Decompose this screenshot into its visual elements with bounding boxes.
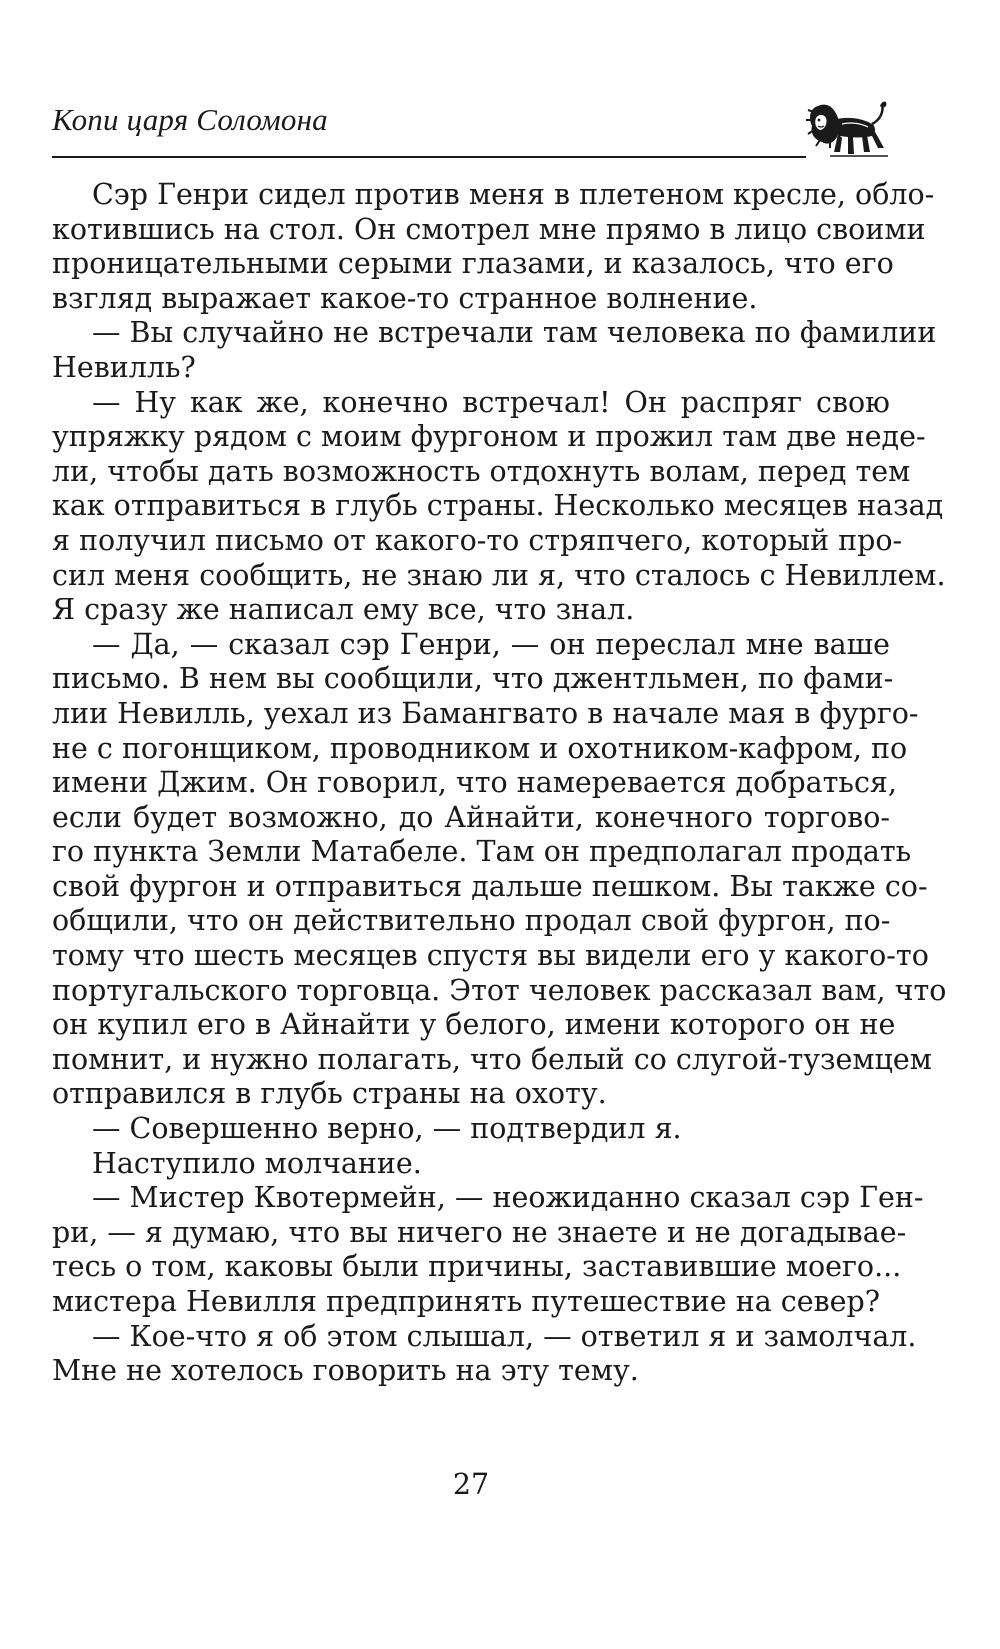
lion-icon	[804, 96, 890, 162]
text-line: если будет возможно, до Айнайти, конечного торгово-	[52, 800, 890, 834]
page-number: 27	[452, 1468, 490, 1501]
text-line: ли, чтобы дать возможность отдохнуть волам, перед тем	[52, 454, 911, 488]
text-line: помнит, и нужно полагать, что белый со слугой-туземцем	[52, 1042, 932, 1076]
text-line: тому что шесть месяцев спустя вы видели его у какого-то	[52, 939, 929, 973]
text-line: тесь о том, каковы были причины, заставившие моего...	[52, 1250, 902, 1284]
text-line: Мне не хотелось говорить на эту тему.	[52, 1354, 639, 1388]
text-line: котившись на стол. Он смотрел мне прямо в лицо своими	[52, 212, 926, 246]
header-rule	[52, 156, 806, 158]
text-line: — Кое-что я об этом слышал, — ответил я и замолчал.	[92, 1319, 917, 1353]
text-line: имени Джим. Он говорил, что намеревается добраться,	[52, 766, 897, 800]
book-title: Копи царя Соломона	[52, 102, 328, 137]
text-line: сил меня сообщить, не знаю ли я, что сталось с Невиллем.	[52, 558, 946, 592]
text-line: проницательными серыми глазами, и казалось, что его	[52, 247, 894, 281]
text-line: мистера Невилля предпринять путешествие на север?	[52, 1285, 881, 1318]
text-line: — Да, — сказал сэр Генри, — он переслал мне ваше	[92, 627, 890, 661]
text-line: взгляд выражает какое-то странное волнение.	[52, 281, 758, 315]
text-line: — Мистер Квотермейн, — неожиданно сказал сэр Ген-	[92, 1181, 924, 1215]
text-line: лии Невилль, уехал из Бамангвато в начале мая в фурго-	[52, 696, 919, 730]
text-line: Невилль?	[52, 350, 196, 384]
page-body	[52, 178, 947, 1389]
text-line: общили, что он действительно продал свой фургон, по-	[52, 904, 891, 938]
text-line: не с погонщиком, проводником и охотником-кафром, по	[52, 731, 908, 765]
text-line: го пункта Земли Матабеле. Там он предполагал продать	[52, 835, 912, 869]
text-line: упряжку рядом с моим фургоном и прожил там две неде-	[52, 420, 926, 454]
text-line: — Ну как же, конечно встречал! Он распряг свою	[92, 385, 890, 419]
text-line: — Вы случайно не встречали там человека по фамилии	[92, 316, 937, 350]
text-line: — Совершенно верно, — подтвердил я.	[92, 1112, 682, 1146]
text-line: я получил письмо от какого-то стряпчего, который про-	[52, 523, 903, 557]
text-line: ри, — я думаю, что вы ничего не знаете и не догадывае-	[52, 1215, 907, 1249]
text-line: Наступило молчание.	[92, 1146, 422, 1180]
text-line: он купил его в Айнайти у белого, имени которого он не	[52, 1008, 896, 1042]
text-line: Сэр Генри сидел против меня в плетеном кресле, обло-	[92, 178, 935, 211]
text-line: португальского торговца. Этот человек рассказал вам, что	[52, 973, 947, 1007]
text-line: Я сразу же написал ему все, что знал.	[52, 593, 635, 627]
text-line: как отправиться в глубь страны. Несколько месяцев назад	[52, 489, 944, 523]
text-line: свой фургон и отправиться дальше пешком. Вы также со-	[52, 869, 928, 903]
text-line: отправился в глубь страны на охоту.	[52, 1077, 607, 1111]
running-header	[52, 96, 890, 176]
text-line: письмо. В нем вы сообщили, что джентльмен, по фами-	[52, 662, 894, 696]
